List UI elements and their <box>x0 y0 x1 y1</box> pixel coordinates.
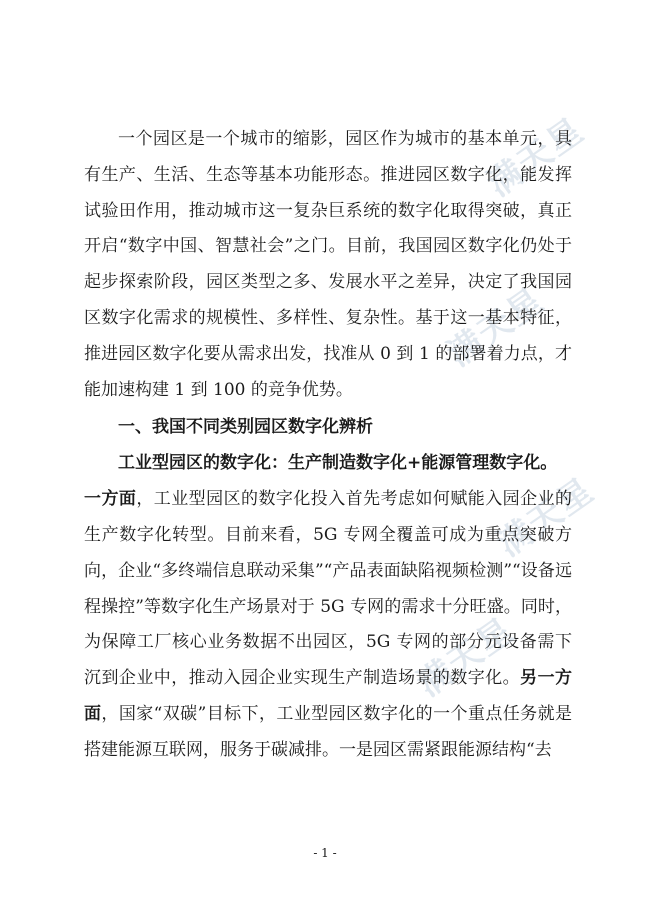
lead-phrase-1: 一方面 <box>84 489 137 510</box>
industrial-paragraph <box>84 482 572 768</box>
watermark-text: 满天星 <box>440 280 552 375</box>
intro-paragraph: 一个园区是一个城市的缩影，园区作为城市的基本单元，具有生产、生活、生态等基本功能形态。推进园区数字化，能发挥试验田作用，推动城市这一复杂巨系统的数字化取得突破，真正开启“数字中国、智慧社会”之门。目前，我国园区数字化仍处于起步探索阶段，园区类型之多、发展水平之差异，决定了我国园区数字化需求的规模性、多样性、复杂性。基于这一基本特征，推进园区数字化要从需求出发，找准从 0 到 1 的部署着力点，才能加速构建 1 到 100 的竞争优势。 <box>84 129 572 400</box>
document-body <box>84 122 572 769</box>
industrial-text-2: ，国家“双碳”目标下，工业型园区数字化的一个重点任务就是搭建能源互联网，服务于碳减排。一是园区需紧跟能源结构“去 <box>84 703 572 760</box>
lead-phrase-2: 另一方面 <box>84 668 573 724</box>
watermark-text: 满天星 <box>480 110 592 205</box>
watermark-text: 满天星 <box>410 610 522 705</box>
industrial-text-1: ，工业型园区的数字化投入首先考虑如何赋能入园企业的生产数字化转型。目前来看，5G 专网全覆盖可成为重点突破方向，企业“多终端信息联动采集”“产品表面缺陷视频检测”“设备远程操控”等数字化生产场景对于 5G 专网的需求十分旺盛。同时，为保障工厂核心业务数据不出园区，5G 专网的部分元设备需下沉到企业中，推动入园企业实现生产制造场景的数字化。 <box>84 489 573 689</box>
page-number: - 1 - <box>313 846 337 860</box>
industrial-subheading: 工业型园区的数字化：生产制造数字化+能源管理数字化。 <box>118 453 558 474</box>
section-heading: 一、我国不同类别园区数字化辨析 <box>118 417 373 438</box>
watermark-text: 满天星 <box>490 470 602 565</box>
